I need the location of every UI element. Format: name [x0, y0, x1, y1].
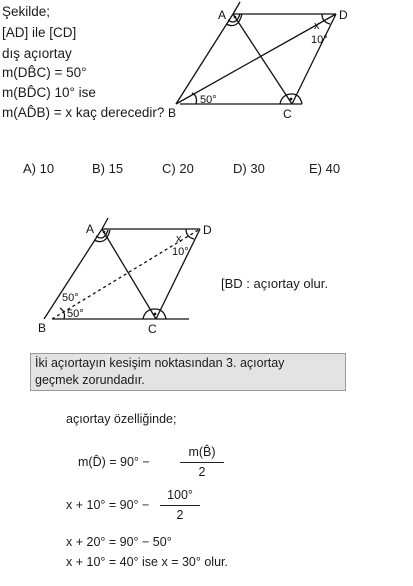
fig2-angle-mark-b: [60, 308, 65, 319]
question-line-4: m(DB̂C) = 50°: [2, 65, 87, 80]
equation-1-fraction-bar: [180, 462, 224, 463]
equation-1-left: m(D̂) = 90° −: [78, 455, 150, 469]
point-d-label: D: [339, 8, 348, 22]
angle-10-label: 10°: [311, 34, 328, 46]
equation-3: x + 20° = 90° − 50°: [66, 535, 172, 549]
option-c[interactable]: C) 20: [162, 161, 194, 176]
fig2-angle-50-lower-label: 50°: [67, 308, 84, 320]
fig2-point-b-label: B: [38, 321, 47, 335]
point-a-label: A: [218, 8, 227, 22]
fig2-line-ext-a: [102, 218, 108, 229]
equation-2-fraction-bar: [160, 505, 200, 506]
question-line-5: m(BD̂C) 10° ise: [2, 85, 96, 100]
point-c-label: C: [283, 107, 292, 121]
option-b[interactable]: B) 15: [92, 161, 124, 176]
fig2-line-ac: [102, 229, 156, 319]
line-ext-a: [233, 2, 240, 14]
point-b-label: B: [168, 106, 177, 120]
fig2-angle-50-upper-label: 50°: [62, 292, 79, 304]
equation-1-numerator: m(B̂): [188, 445, 216, 459]
equation-2-left: x + 10° = 90° −: [66, 498, 150, 512]
question-line-6: m(AD̂B) = x kaç derecedir?: [2, 105, 165, 120]
question-line-2: [AD] ile [CD]: [2, 25, 77, 40]
fig2-point-a-label: A: [86, 222, 95, 236]
question-line-3: dış açıortay: [2, 46, 72, 61]
equation-2-numerator: 100°: [167, 488, 193, 502]
equation-2-denominator: 2: [176, 508, 184, 522]
equation-1-denominator: 2: [198, 465, 206, 479]
fig2-angle-10-label: 10°: [172, 246, 189, 258]
line-ab: [176, 14, 233, 104]
equation-4: x + 10° = 40° ise x = 30° olur.: [66, 555, 228, 569]
solution-intro: açıortay özelliğinde;: [66, 412, 177, 426]
angle-x-label: x: [314, 20, 320, 32]
option-a[interactable]: A) 10: [23, 161, 55, 176]
highlight-line-1: İki açıortayın kesişim noktasından 3. açıortay: [35, 356, 285, 370]
line-bd: [176, 14, 336, 104]
line-ac: [233, 14, 292, 104]
option-d[interactable]: D) 30: [233, 161, 265, 176]
bisector-note: [BD : açıortay olur.: [221, 276, 328, 291]
angle-50-label: 50°: [200, 94, 217, 106]
option-e[interactable]: E) 40: [309, 161, 341, 176]
question-line-1: Şekilde;: [2, 4, 51, 19]
fig2-point-c-label: C: [148, 322, 157, 336]
highlight-line-2: geçmek zorundadır.: [35, 373, 145, 387]
fig2-angle-x-label: x: [176, 233, 182, 245]
fig2-point-d-label: D: [203, 223, 212, 237]
